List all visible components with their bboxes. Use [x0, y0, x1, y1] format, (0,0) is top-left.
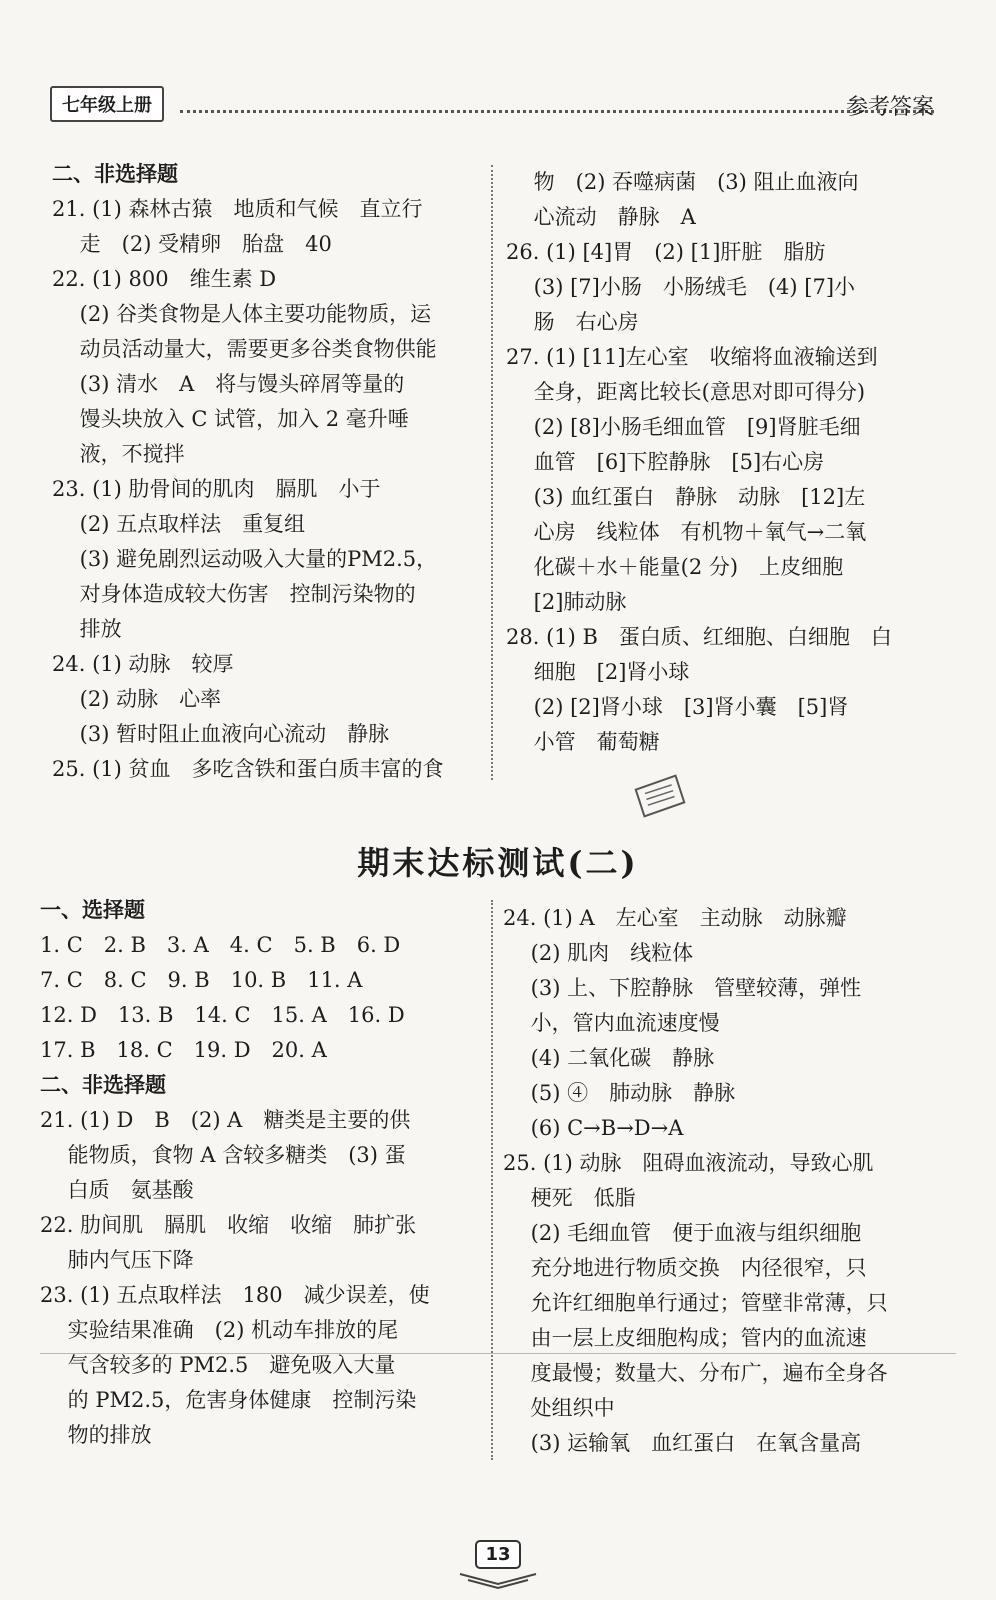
- answer-line: 23. (1) 五点取样法 180 减少误差，使: [40, 1283, 430, 1307]
- answer-line: (2) [2]肾小球 [3]肾小囊 [5]肾: [506, 695, 849, 719]
- answer-line: 24. (1) A 左心室 主动脉 动脉瓣: [503, 906, 847, 930]
- answer-line: (3) 上、下腔静脉 管壁较薄，弹性: [503, 976, 862, 1000]
- answer-line: 梗死 低脂: [503, 1186, 636, 1210]
- chevron-down-icon: [458, 1572, 538, 1590]
- answer-line: 小管 葡萄糖: [506, 730, 660, 754]
- answer-line: (6) C→B→D→A: [503, 1116, 684, 1140]
- answer-line: 实验结果准确 (2) 机动车排放的尾: [40, 1318, 399, 1342]
- header-rule: [180, 110, 934, 113]
- answer-line: 排放: [52, 617, 122, 641]
- answer-line: 7. C 8. C 9. B 10. B 11. A: [40, 968, 363, 992]
- answer-line: 对身体造成较大伤害 控制污染物的: [52, 582, 416, 606]
- answer-line: 22. 肋间肌 膈肌 收缩 收缩 肺扩张: [40, 1213, 417, 1237]
- answer-line: (3) 运输氧 血红蛋白 在氧含量高: [503, 1431, 862, 1455]
- section-heading: 二、非选择题: [40, 1073, 166, 1097]
- answer-line: 25. (1) 动脉 阻碍血液流动，导致心肌: [503, 1151, 874, 1175]
- answer-line: 全身，距离比较长(意思对即可得分): [506, 380, 866, 404]
- answer-line: 21. (1) 森林古猿 地质和气候 直立行: [52, 197, 423, 221]
- page-number-label: 13: [475, 1540, 520, 1569]
- answer-line: (3) 暂时阻止血液向心流动 静脉: [52, 722, 390, 746]
- answers-top-left: [52, 157, 482, 787]
- answer-line: 物 (2) 吞噬病菌 (3) 阻止血液向: [506, 170, 859, 194]
- answer-line: 的 PM2.5，危害身体健康 控制污染: [40, 1388, 417, 1412]
- answer-line: 23. (1) 肋骨间的肌肉 膈肌 小于: [52, 477, 381, 501]
- answer-line: 度最慢；数量大、分布广，遍布全身各: [503, 1361, 888, 1385]
- answer-line: 走 (2) 受精卵 胎盘 40: [52, 232, 332, 256]
- answer-line: 气含较多的 PM2.5 避免吸入大量: [40, 1353, 396, 1377]
- stamp-icon: [630, 772, 689, 820]
- section-heading: 二、非选择题: [52, 162, 178, 186]
- answers-top-right: [506, 165, 936, 760]
- answer-line: 处组织中: [503, 1396, 615, 1420]
- answer-line: (3) 避免剧烈运动吸入大量的PM2.5，: [52, 547, 438, 571]
- answer-line: 由一层上皮细胞构成；管内的血流速: [503, 1326, 867, 1350]
- answer-line: (2) 动脉 心率: [52, 687, 222, 711]
- answer-line: 心流动 静脉 A: [506, 205, 696, 229]
- answer-line: 24. (1) 动脉 较厚: [52, 652, 234, 676]
- footer-rule: [40, 1353, 956, 1354]
- answer-line: 肠 右心房: [506, 310, 639, 334]
- answer-line: 26. (1) [4]胃 (2) [1]肝脏 脂肪: [506, 240, 826, 264]
- answer-line: (2) 五点取样法 重复组: [52, 512, 306, 536]
- answer-line: 白质 氨基酸: [40, 1178, 194, 1202]
- answer-line: (3) 血红蛋白 静脉 动脉 [12]左: [506, 485, 866, 509]
- answer-line: (2) 毛细血管 便于血液与组织细胞: [503, 1221, 862, 1245]
- page-number: [0, 1540, 996, 1569]
- section-title: 期末达标测试(二): [357, 844, 639, 882]
- answer-line: 液，不搅拌: [52, 442, 185, 466]
- answer-line: 肺内气压下降: [40, 1248, 194, 1272]
- answer-line: 12. D 13. B 14. C 15. A 16. D: [40, 1003, 405, 1027]
- header-title: 参考答案: [845, 95, 934, 120]
- answer-line: 馒头块放入 C 试管，加入 2 毫升唾: [52, 407, 409, 431]
- answer-line: (4) 二氧化碳 静脉: [503, 1046, 715, 1070]
- answer-line: 化碳＋水＋能量(2 分) 上皮细胞: [506, 555, 844, 579]
- answer-line: 27. (1) [11]左心室 收缩将血液输送到: [506, 345, 878, 369]
- section-heading: 一、选择题: [40, 898, 145, 922]
- answer-line: (2) 谷类食物是人体主要功能物质，运: [52, 302, 432, 326]
- answer-line: (5) ④ 肺动脉 静脉: [503, 1081, 736, 1105]
- answer-line: 1. C 2. B 3. A 4. C 5. B 6. D: [40, 933, 401, 957]
- answer-line: 28. (1) B 蛋白质、红细胞、白细胞 白: [506, 625, 892, 649]
- answer-line: 21. (1) D B (2) A 糖类是主要的供: [40, 1108, 411, 1132]
- answer-line: (3) [7]小肠 小肠绒毛 (4) [7]小: [506, 275, 856, 299]
- answer-line: 充分地进行物质交换 内径很窄，只: [503, 1256, 867, 1280]
- answers-bottom-right: [503, 901, 943, 1461]
- answer-line: 物的排放: [40, 1423, 152, 1447]
- answer-line: 小，管内血流速度慢: [503, 1011, 720, 1035]
- answer-line: (2) [8]小肠毛细血管 [9]肾脏毛细: [506, 415, 861, 439]
- column-divider-top: [491, 165, 493, 780]
- answer-line: 22. (1) 800 维生素 D: [52, 267, 277, 291]
- column-divider-bottom: [491, 900, 493, 1460]
- answer-line: (2) 肌肉 线粒体: [503, 941, 694, 965]
- answer-line: (3) 清水 A 将与馒头碎屑等量的: [52, 372, 405, 396]
- answer-line: 17. B 18. C 19. D 20. A: [40, 1038, 327, 1062]
- answer-line: 25. (1) 贫血 多吃含铁和蛋白质丰富的食: [52, 757, 444, 781]
- answer-line: 细胞 [2]肾小球: [506, 660, 690, 684]
- answer-line: 心房 线粒体 有机物＋氧气→二氧: [506, 520, 867, 544]
- answer-line: [2]肺动脉: [506, 590, 627, 614]
- answer-line: 能物质，食物 A 含较多糖类 (3) 蛋: [40, 1143, 406, 1167]
- answer-line: 允许红细胞单行通过；管壁非常薄，只: [503, 1291, 888, 1315]
- answer-line: 血管 [6]下腔静脉 [5]右心房: [506, 450, 825, 474]
- grade-label: 七年级上册: [50, 86, 164, 122]
- answer-line: 动员活动量大，需要更多谷类食物供能: [52, 337, 437, 361]
- answers-bottom-left: [40, 893, 480, 1453]
